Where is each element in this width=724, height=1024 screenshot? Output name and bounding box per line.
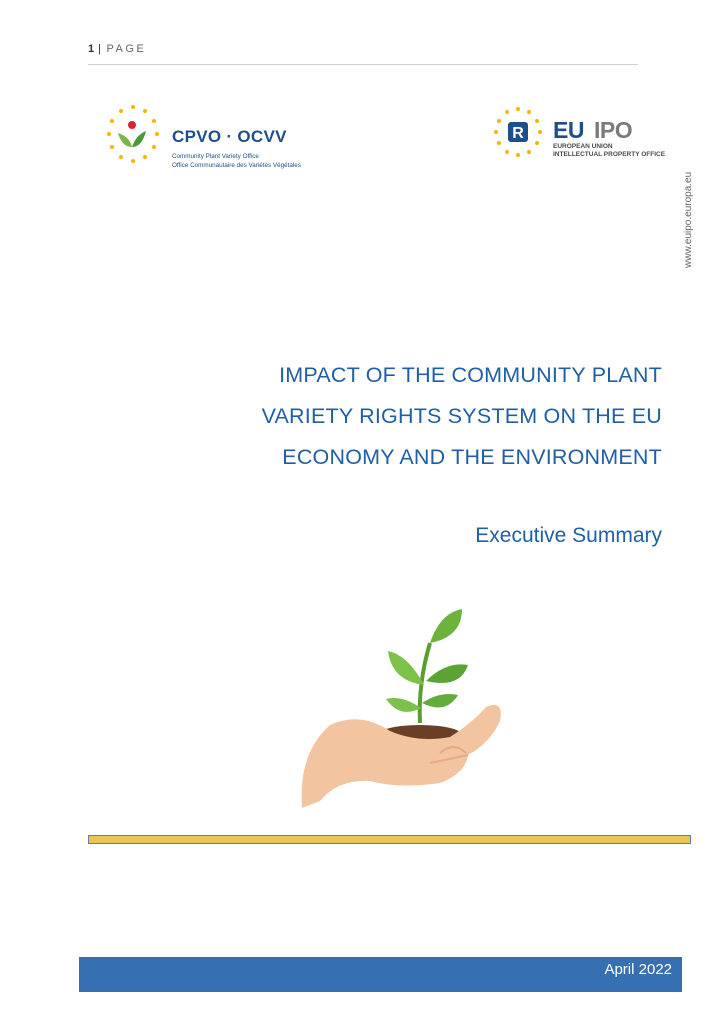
title-line-1: IMPACT OF THE COMMUNITY PLANT [279, 363, 662, 387]
cpvo-subtitle-fr: Office Communautaire des Variétés Végétales [172, 162, 301, 169]
page-separator: | [98, 43, 104, 55]
title-line-2: VARIETY RIGHTS SYSTEM ON THE EU [261, 404, 662, 428]
svg-text:R: R [512, 125, 524, 142]
publication-date: April 2022 [604, 961, 672, 978]
hand-seedling-icon [290, 603, 510, 818]
side-url: www.euipo.europa.eu [683, 171, 694, 268]
euipo-wordmark-ipo: IPO [594, 117, 633, 143]
document-subtitle: Executive Summary [475, 524, 662, 547]
euipo-subtitle-line1: EUROPEAN UNION [553, 143, 613, 150]
page-header [88, 43, 146, 55]
title-line-3: ECONOMY AND THE ENVIRONMENT [282, 445, 662, 469]
footer-bar [79, 957, 682, 992]
page-word: PAGE [106, 43, 147, 55]
decorative-gold-bar [88, 835, 691, 844]
page-number: 1 [88, 43, 96, 55]
cpvo-subtitle-en: Community Plant Variety Office [172, 153, 259, 160]
document-title [262, 355, 662, 478]
euipo-wordmark-eu: EU [553, 117, 584, 143]
header-rule [88, 64, 638, 65]
cpvo-title: CPVO · OCVV [172, 127, 287, 146]
euipo-subtitle-line2: INTELLECTUAL PROPERTY OFFICE [553, 151, 666, 158]
